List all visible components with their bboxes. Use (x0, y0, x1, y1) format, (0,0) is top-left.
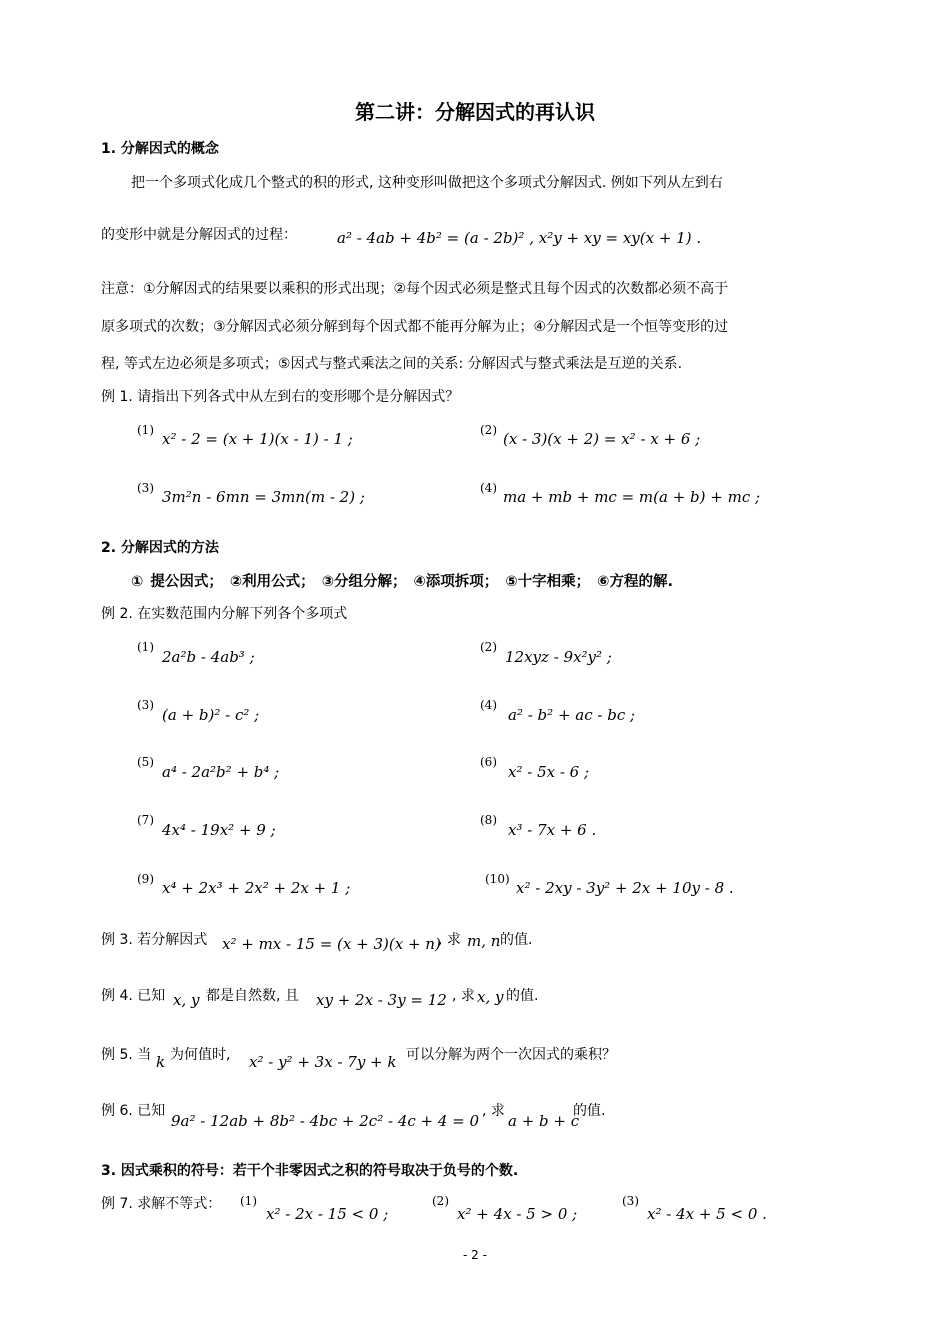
note-line-2: 原多项式的次数；③分解因式必须分解到每个因式都不能再分解为止；④分解因式是一个恒等变形的过 (101, 319, 729, 335)
page-title: 第二讲：分解因式的再认识 (355, 100, 595, 124)
example-6-equation: 9a² - 12ab + 8b² - 4bc + 2c² - 4c + 4 = 0 (171, 1112, 480, 1130)
ex1-item-expression: (x - 3)(x + 2) = x² - x + 6 ; (503, 430, 701, 448)
example-5-text: 可以分解为两个一次因式的乘积？ (406, 1047, 616, 1063)
ex7-item-expression: x² - 2x - 15 < 0 ; (266, 1205, 389, 1223)
ex2-item-number: (6) (480, 755, 497, 769)
example-6-label: 例 6. 已知 (101, 1103, 166, 1119)
ex7-item-expression: x² + 4x - 5 > 0 ; (457, 1205, 578, 1223)
ex2-item-expression: 12xyz - 9x²y² ; (505, 648, 612, 666)
section-1-heading: 1. 分解因式的概念 (101, 141, 219, 157)
example-3-equation: x² + mx - 15 = (x + 3)(x + n) (222, 935, 441, 953)
concept-paragraph-line-1: 把一个多项式化成几个整式的积的形式, 这种变形叫做把这个多项式分解因式. 例如下列从左到右 (131, 175, 723, 191)
example-1-prompt: 例 1. 请指出下列各式中从左到右的变形哪个是分解因式？ (101, 389, 460, 405)
ex2-item-number: (7) (137, 813, 154, 827)
example-5-text: 为何值时, (170, 1047, 231, 1063)
page-number: - 2 - (463, 1248, 487, 1262)
ex7-item-number: (3) (622, 1194, 639, 1208)
ex2-item-expression: x³ - 7x + 6 . (508, 821, 597, 839)
ex2-item-number: (2) (480, 640, 497, 654)
example-6-text: , 求 (482, 1103, 505, 1119)
ex1-item-number: (3) (137, 481, 154, 495)
ex2-item-expression: x² - 2xy - 3y² + 2x + 10y - 8 . (516, 879, 734, 897)
example-3-text: , 求 (438, 932, 461, 948)
example-5-label: 例 5. 当 (101, 1047, 152, 1063)
example-4-label: 例 4. 已知 (101, 988, 166, 1004)
example-3-label: 例 3. 若分解因式 (101, 932, 208, 948)
ex7-item-number: (1) (240, 1194, 257, 1208)
example-6-text: 的值. (573, 1103, 606, 1119)
ex2-item-number: (4) (480, 698, 497, 712)
ex2-item-number: (3) (137, 698, 154, 712)
ex2-item-expression: x⁴ + 2x³ + 2x² + 2x + 1 ; (162, 879, 351, 897)
example-4-variables: x, y (173, 991, 200, 1009)
concept-paragraph-line-2: 的变形中就是分解因式的过程： (101, 227, 297, 243)
ex7-item-number: (2) (432, 1194, 449, 1208)
ex2-item-expression: a² - b² + ac - bc ; (508, 706, 636, 724)
note-line-3: 程, 等式左边必须是多项式；⑤因式与整式乘法之间的关系: 分解因式与整式乘法是互逆的关系. (101, 356, 683, 372)
example-3-variables: m, n (467, 932, 501, 950)
ex2-item-number: (9) (137, 872, 154, 886)
example-4-equation: xy + 2x - 3y = 12 (316, 991, 447, 1009)
ex2-item-expression: (a + b)² - c² ; (162, 706, 260, 724)
ex1-item-expression: ma + mb + mc = m(a + b) + mc ; (503, 488, 761, 506)
methods-list: ① 提公因式； ②利用公式； ③分组分解； ④添项拆项； ⑤十字相乘； ⑥方程的解. (131, 574, 673, 590)
ex1-item-expression: 3m²n - 6mn = 3mn(m - 2) ; (162, 488, 365, 506)
example-4-text: , 求 (452, 988, 475, 1004)
ex2-item-number: (1) (137, 640, 154, 654)
example-7-label: 例 7. 求解不等式： (101, 1196, 222, 1212)
ex7-item-expression: x² - 4x + 5 < 0 . (647, 1205, 767, 1223)
example-5-expression: x² - y² + 3x - 7y + k (249, 1053, 397, 1071)
ex1-item-number: (1) (137, 423, 154, 437)
ex2-item-number: (10) (485, 872, 510, 886)
example-4-variables: x, y (477, 988, 504, 1006)
section-3-heading: 3. 因式乘积的符号：若干个非零因式之积的符号取决于负号的个数. (101, 1163, 519, 1179)
ex1-item-expression: x² - 2 = (x + 1)(x - 1) - 1 ; (162, 430, 353, 448)
example-2-prompt: 例 2. 在实数范围内分解下列各个多项式 (101, 606, 348, 622)
ex2-item-number: (5) (137, 755, 154, 769)
section-2-heading: 2. 分解因式的方法 (101, 540, 219, 556)
example-5-variable: k (156, 1053, 166, 1071)
ex2-item-expression: a⁴ - 2a²b² + b⁴ ; (162, 763, 280, 781)
ex2-item-expression: 4x⁴ - 19x² + 9 ; (162, 821, 276, 839)
concept-example-formula: a² - 4ab + 4b² = (a - 2b)² , x²y + xy = xy(x + 1) . (337, 229, 702, 247)
ex2-item-number: (8) (480, 813, 497, 827)
note-line-1: 注意：①分解因式的结果要以乘积的形式出现；②每个因式必须是整式且每个因式的次数都必须不高于 (101, 281, 729, 297)
ex1-item-number: (4) (480, 481, 497, 495)
ex1-item-number: (2) (480, 423, 497, 437)
example-3-text: 的值. (500, 932, 533, 948)
example-4-text: 都是自然数, 且 (206, 988, 299, 1004)
example-4-text: 的值. (506, 988, 539, 1004)
example-6-expression: a + b + c (508, 1112, 580, 1130)
ex2-item-expression: x² - 5x - 6 ; (508, 763, 590, 781)
ex2-item-expression: 2a²b - 4ab³ ; (162, 648, 255, 666)
